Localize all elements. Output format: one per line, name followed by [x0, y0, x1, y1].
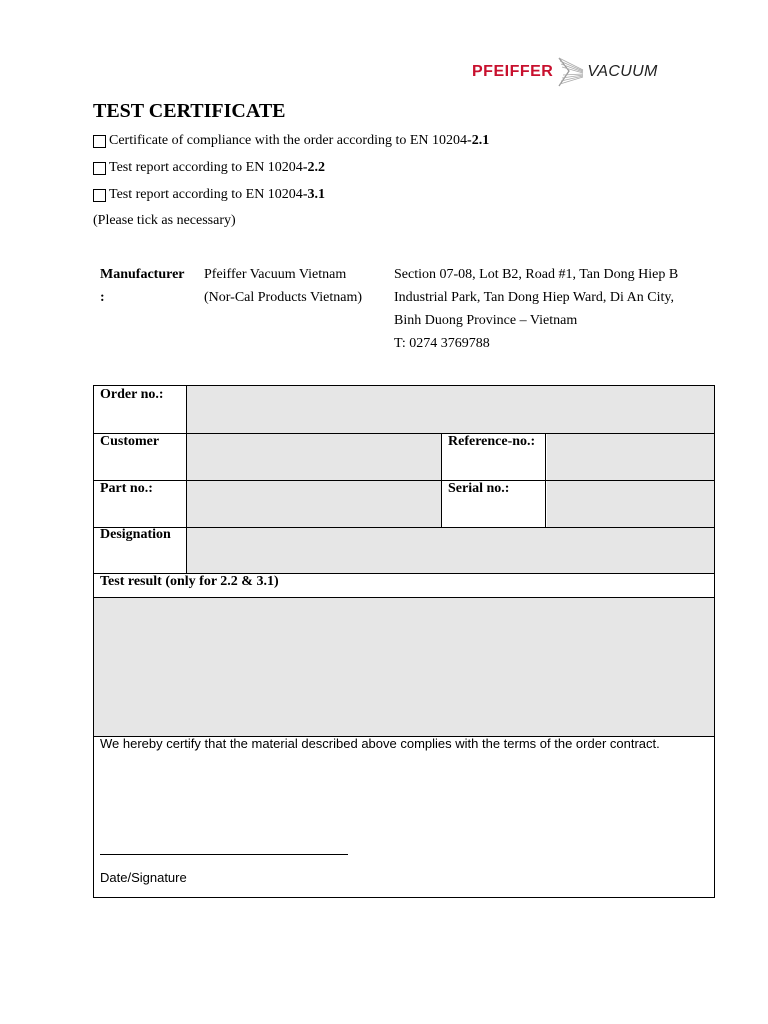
address-line2: Industrial Park, Tan Dong Hiep Ward, Di An City, [394, 290, 674, 305]
logo-text-vacuum: VACUUM [587, 63, 658, 80]
column-divider [186, 386, 187, 574]
signature-line[interactable] [100, 854, 348, 855]
signature-label: Date/Signature [100, 870, 187, 885]
manufacturer-name [204, 263, 384, 309]
row-divider [94, 480, 714, 481]
column-divider [545, 433, 546, 527]
certificate-form-table [93, 385, 715, 898]
part-no-label: Part no.: [100, 481, 153, 496]
checkbox-2-2[interactable] [93, 162, 106, 175]
designation-field[interactable] [187, 528, 714, 574]
checkbox-2-1[interactable] [93, 135, 106, 148]
row-divider [94, 433, 714, 434]
manufacturer-label [100, 263, 190, 309]
option-2-1[interactable] [93, 133, 489, 149]
option-2-2-text: Test report according to EN 10204 [109, 160, 303, 175]
serial-no-field[interactable] [547, 481, 714, 527]
option-2-1-code: -2.1 [467, 133, 490, 148]
option-2-2-code: -2.2 [302, 160, 325, 175]
customer-field[interactable] [187, 434, 442, 480]
certification-statement: We hereby certify that the material described above complies with the terms of the order contract. [100, 736, 660, 751]
row-divider [94, 527, 714, 528]
designation-label: Designation [100, 527, 171, 542]
company-logo [472, 54, 658, 90]
test-result-label: Test result (only for 2.2 & 3.1) [100, 574, 279, 589]
logo-text-pfeiffer: PFEIFFER [472, 63, 554, 80]
option-3-1-text: Test report according to EN 10204 [109, 187, 303, 202]
address-line3: Binh Duong Province – Vietnam [394, 313, 578, 328]
manufacturer-name-line1: Pfeiffer Vacuum Vietnam [204, 267, 347, 282]
column-divider [441, 433, 442, 527]
option-3-1[interactable] [93, 187, 325, 203]
page-title: TEST CERTIFICATE [93, 100, 286, 122]
order-no-label: Order no.: [100, 387, 164, 402]
reference-no-label: Reference-no.: [448, 434, 536, 449]
option-3-1-code: -3.1 [302, 187, 325, 202]
manufacturer-label-text: Manufacturer [100, 267, 185, 282]
order-no-field[interactable] [187, 386, 714, 433]
pfeiffer-swoosh-logo-icon [555, 55, 585, 89]
option-2-2[interactable] [93, 160, 325, 176]
test-result-field[interactable] [94, 598, 714, 736]
phone-number: T: 0274 3769788 [394, 336, 490, 351]
checkbox-3-1[interactable] [93, 189, 106, 202]
manufacturer-address [394, 263, 694, 355]
reference-no-field[interactable] [547, 434, 714, 480]
serial-no-label: Serial no.: [448, 481, 510, 496]
part-no-field[interactable] [187, 481, 442, 527]
customer-label: Customer [100, 434, 160, 449]
option-2-1-text: Certificate of compliance with the order according to EN 10204 [109, 133, 468, 148]
address-line1: Section 07-08, Lot B2, Road #1, Tan Dong Hiep B [394, 267, 679, 282]
manufacturer-name-line2: (Nor-Cal Products Vietnam) [204, 290, 363, 305]
tick-note: (Please tick as necessary) [93, 213, 236, 228]
row-divider [94, 597, 714, 598]
manufacturer-label-colon: : [100, 290, 105, 305]
